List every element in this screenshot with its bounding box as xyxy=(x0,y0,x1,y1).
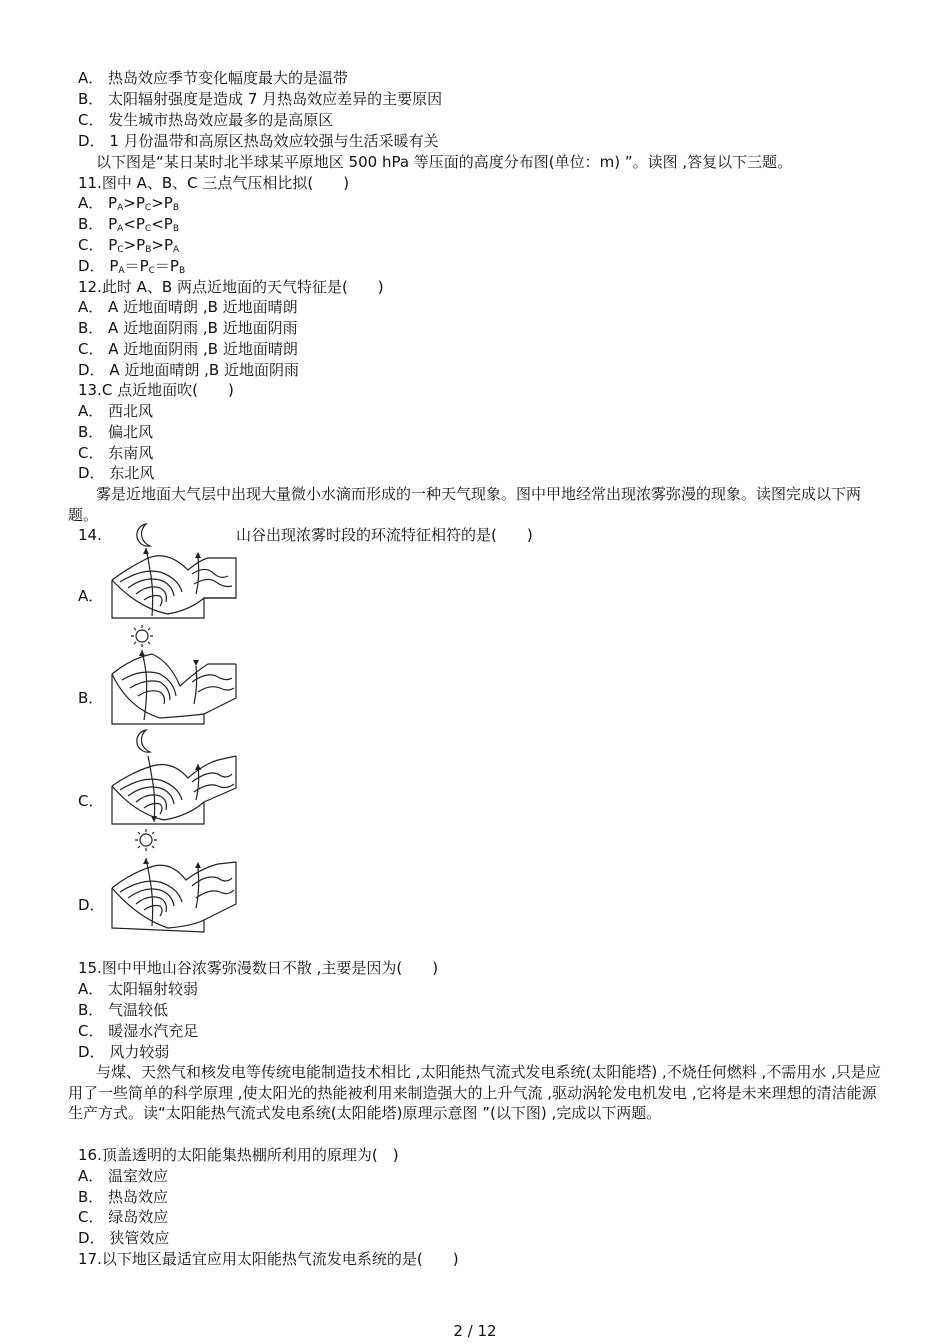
q13-option-b: B． 偏北风 xyxy=(78,423,154,441)
q11-option-c: C． $P_C>P_B>P_A$ xyxy=(78,236,180,255)
q13-option-a: A． 西北风 xyxy=(78,402,154,420)
option-a: A． 热岛效应季节变化幅度最大的是温带 xyxy=(78,69,349,87)
intro-paragraph-3: 与煤、天然气和核发电等传统电能制造技术相比 ,太阳能热气流式发电系统(太阳能塔) ,不烧任何燃料 ,不需用水 ,只是应用了一些简单的科学原理 ,使太阳光的热能被利用来制造强大的上升气流 ,驱动涡轮发电机发电 ,它将是未来理想的清洁能源生产方式。读“太阳能热气流式发电系统(太阳能塔)原理示意图 ”(以下图) ,完成以下两题。 xyxy=(68,1063,881,1122)
q14-option-d-label: D． xyxy=(78,896,105,914)
q12-option-b: B． A 近地面阴雨 ,B 近地面阴雨 xyxy=(78,319,298,337)
q14-option-c-label: C． xyxy=(78,792,104,810)
moon-icon xyxy=(137,730,150,752)
question-15-stem: 15.图中甲地山谷浓雾弥漫数日不散 ,主要是因为( ) xyxy=(78,959,439,977)
question-14-stem: 山谷出现浓雾时段的环流特征相符的是( ) xyxy=(236,526,533,544)
intro-paragraph-1: 以下图是“某日某时北半球某平原地区 500 hPa 等压面的高度分布图(单位：m) ”。读图 ,答复以下三题。 xyxy=(96,153,793,171)
q16-option-d: D． 狭管效应 xyxy=(78,1229,170,1247)
sun-icon xyxy=(135,829,157,851)
q13-option-c: C． 东南风 xyxy=(78,444,154,462)
q11-option-a: A． $P_A>P_C>P_B$ xyxy=(78,194,179,213)
q15-option-a: A． 太阳辐射较弱 xyxy=(78,980,199,998)
intro-paragraph-2: 雾是近地面大气层中出现大量微小水滴而形成的一种天气现象。图中甲地经常出现浓雾弥漫的现象。读图完成以下两题。 xyxy=(68,485,862,524)
sun-icon xyxy=(131,625,153,647)
q15-option-b: B． 气温较低 xyxy=(78,1001,169,1019)
page-number: 2 / 12 xyxy=(453,1322,497,1340)
q12-option-a: A． A 近地面晴朗 ,B 近地面晴朗 xyxy=(78,298,298,316)
q14-option-a-label: A． xyxy=(78,587,104,605)
q12-option-c: C． A 近地面阴雨 ,B 近地面晴朗 xyxy=(78,340,298,358)
valley-diagram-b xyxy=(108,624,238,726)
question-14-number: 14. xyxy=(78,526,102,544)
q13-option-d: D． 东北风 xyxy=(78,464,155,482)
option-c: C． 发生城市热岛效应最多的是高原区 xyxy=(78,111,334,129)
option-d: D． 1 月份温带和高原区热岛效应较强与生活采暖有关 xyxy=(78,132,439,150)
valley-diagram-a xyxy=(108,518,238,620)
q14-option-b-label: B． xyxy=(78,689,104,707)
q12-option-d: D． A 近地面晴朗 ,B 近地面阴雨 xyxy=(78,361,299,379)
q16-option-c: C． 绿岛效应 xyxy=(78,1208,169,1226)
q16-option-a: A． 温室效应 xyxy=(78,1167,169,1185)
option-b: B． 太阳辐射强度是造成 7 月热岛效应差异的主要原因 xyxy=(78,90,443,108)
valley-diagram-d xyxy=(108,828,238,934)
q15-option-d: D． 风力较弱 xyxy=(78,1043,170,1061)
q11-option-b: B． $P_A<P_C<P_B$ xyxy=(78,215,180,234)
question-16-stem: 16.顶盖透明的太阳能集热棚所利用的原理为( ) xyxy=(78,1146,399,1164)
moon-icon xyxy=(137,524,150,546)
q15-option-c: C． 暖湿水汽充足 xyxy=(78,1022,199,1040)
question-11-stem: 11.图中 A、B、C 三点气压相比拟( ) xyxy=(78,174,350,192)
valley-diagram-c xyxy=(108,726,238,828)
question-13-stem: 13.C 点近地面吹( ) xyxy=(78,381,234,399)
q16-option-b: B． 热岛效应 xyxy=(78,1188,169,1206)
question-12-stem: 12.此时 A、B 两点近地面的天气特征是( ) xyxy=(78,278,384,296)
q11-option-d: D． $P_A=P_C=P_B$ xyxy=(78,257,186,276)
question-17-stem: 17.以下地区最适宜应用太阳能热气流发电系统的是( ) xyxy=(78,1250,459,1268)
